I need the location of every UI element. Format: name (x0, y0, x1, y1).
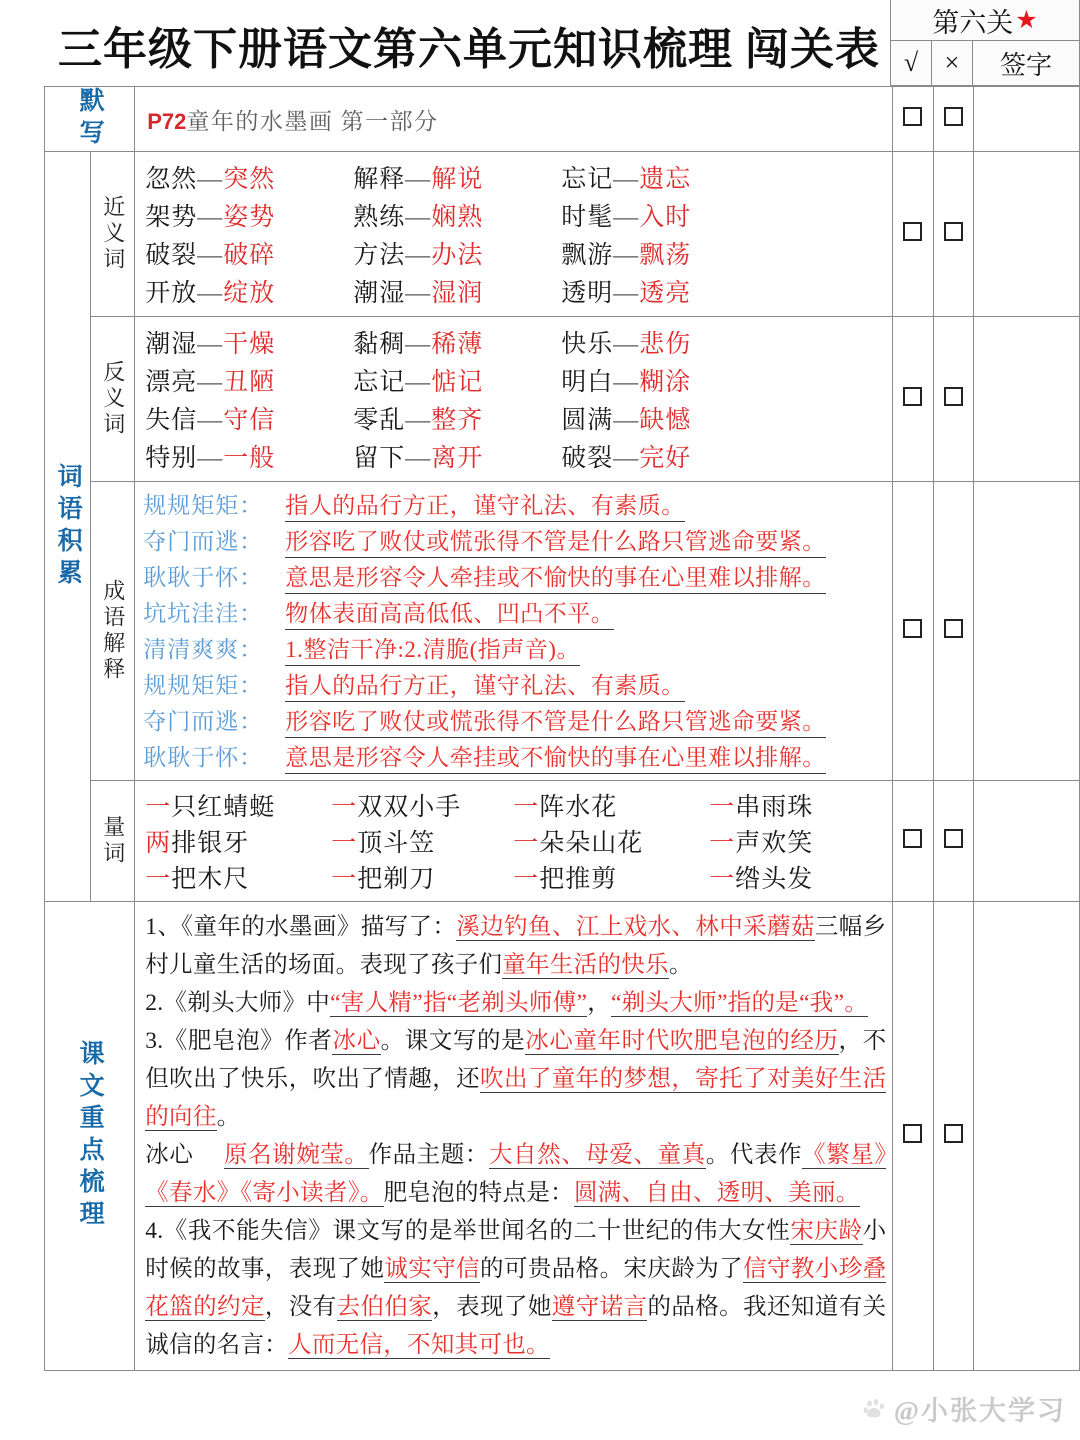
signature-cell[interactable] (973, 87, 1079, 152)
word-answer: 整齐 (431, 407, 484, 434)
antonyms-content (135, 317, 893, 482)
idiom-definition: 指人的品行方正，谨守礼法、有素质。 (285, 487, 685, 522)
word-prompt: 飘游 (561, 242, 614, 269)
measure-quantity: 一 (709, 830, 736, 857)
idiom-name: 夺门而逃： (143, 709, 264, 734)
idiom-name: 耿耿于怀： (143, 565, 264, 590)
word-pair (145, 324, 353, 360)
word-pair (353, 273, 561, 309)
word-prompt: 解释 (353, 166, 406, 193)
pair-dash: — (197, 369, 224, 396)
key-point-answer: 信守教小珍叠花篮的约定 (145, 1256, 887, 1320)
key-point-text: 3.《肥皂泡》作者 (145, 1028, 333, 1054)
measure-noun: 把剃刀 (357, 866, 436, 893)
idiom-definition: 指人的品行方正，谨守礼法、有素质。 (285, 667, 685, 702)
word-pair (353, 362, 561, 398)
word-prompt: 失信 (145, 407, 198, 434)
key-point-text: ， (587, 990, 612, 1016)
word-pair (145, 197, 353, 233)
word-answer: 飘荡 (639, 242, 692, 269)
word-pair-row (145, 437, 892, 475)
measure-words-content (135, 781, 893, 902)
pair-dash: — (405, 280, 432, 307)
subsection-label-idioms-text: 成语解释 (100, 579, 126, 683)
checkbox-cell-correct[interactable] (893, 87, 933, 152)
checkbox-cell-correct[interactable] (893, 317, 933, 482)
signature-cell[interactable] (973, 902, 1079, 1371)
subsection-label-measure-words-text: 量词 (100, 815, 126, 867)
table-row-measure-words (45, 781, 1080, 902)
table-row-idioms (45, 482, 1080, 781)
word-answer: 解说 (431, 166, 484, 193)
idiom-definition: 意思是形容令人牵挂或不愉快的事在心里难以排解。 (285, 739, 826, 774)
word-prompt: 破裂 (561, 445, 614, 472)
word-prompt: 快乐 (561, 331, 614, 358)
measure-word-phrase (513, 823, 709, 859)
key-point-text: 4.《我不能失信》课文写的是举世闻名的二十世纪的伟大女性 (145, 1218, 791, 1244)
word-prompt: 时髦 (561, 204, 614, 231)
key-point-text: 小时候的故事，表现了她 (145, 1218, 887, 1282)
measure-noun: 串雨珠 (735, 794, 814, 821)
word-prompt: 圆满 (561, 407, 614, 434)
word-pair (145, 400, 353, 436)
measure-word-phrase (331, 787, 513, 823)
measure-noun: 绺头发 (735, 866, 814, 893)
key-point-text: 。课文写的是 (380, 1028, 526, 1054)
idiom-row (143, 487, 892, 523)
synonyms-grid (135, 152, 892, 316)
word-answer: 丑陋 (223, 369, 276, 396)
checkbox-cell-wrong[interactable] (933, 902, 973, 1371)
checkbox-wrong[interactable] (944, 829, 963, 848)
word-answer: 完好 (639, 445, 692, 472)
word-pair (561, 273, 769, 309)
key-point-paragraph (145, 984, 886, 1022)
measure-noun: 阵水花 (539, 794, 618, 821)
column-header-wrong: × (932, 41, 973, 85)
word-prompt: 明白 (561, 369, 614, 396)
word-pair-row (145, 399, 892, 437)
dictation-content (135, 87, 893, 152)
subsection-label-synonyms-text: 近义词 (100, 195, 126, 273)
key-point-answer: 《繁星》《春水》《寄小读者》。 (145, 1142, 887, 1206)
word-answer: 干燥 (223, 331, 276, 358)
key-point-answer: 冰心童年时代吹肥皂泡的经历 (525, 1028, 839, 1054)
pair-dash: — (197, 407, 224, 434)
idiom-row (143, 703, 892, 739)
word-answer: 一般 (223, 445, 276, 472)
key-point-answer: 人而无信，不知其可也。 (288, 1332, 550, 1358)
signature-cell[interactable] (973, 781, 1079, 902)
measure-quantity: 一 (513, 830, 540, 857)
word-answer: 娴熟 (431, 204, 484, 231)
idiom-definition: 形容吃了败仗或慌张得不管是什么路只管逃命要紧。 (285, 703, 826, 738)
measure-noun: 顶斗笠 (357, 830, 436, 857)
checkbox-cell-wrong[interactable] (933, 317, 973, 482)
watermark (862, 1389, 1066, 1428)
checkbox-cell-wrong[interactable] (933, 482, 973, 781)
subsection-label-antonyms (91, 317, 135, 482)
checkbox-correct[interactable] (903, 619, 922, 638)
checkbox-cell-correct[interactable] (893, 152, 933, 317)
idiom-name: 清清爽爽： (143, 637, 264, 662)
word-pair (145, 362, 353, 398)
key-point-text: 作品主题： (368, 1142, 489, 1168)
word-prompt: 方法 (353, 242, 406, 269)
measure-noun: 双双小手 (357, 794, 462, 821)
word-answer: 入时 (639, 204, 692, 231)
measure-word-row (145, 823, 892, 859)
key-point-text: 的可贵品格。宋庆龄为了 (480, 1256, 744, 1282)
pair-dash: — (405, 445, 432, 472)
star-icon: ★ (1015, 6, 1038, 34)
idiom-row (143, 631, 892, 667)
word-pair (145, 438, 353, 474)
measure-word-phrase (709, 787, 889, 823)
pair-dash: — (613, 280, 640, 307)
section-label-vocab (45, 152, 91, 902)
key-points-list (135, 902, 892, 1370)
section-label-dictation-text: 默写 (76, 87, 104, 151)
subsection-label-measure-words (91, 781, 135, 902)
page-title: 三年级下册语文第六单元知识梳理 闯关表 (58, 25, 880, 74)
measure-quantity: 一 (331, 866, 358, 893)
pair-dash: — (197, 445, 224, 472)
word-pair (561, 159, 769, 195)
key-point-text: ，不但吹出了快乐，吹出了情趣，还 (145, 1028, 887, 1092)
key-point-paragraph (145, 908, 886, 984)
word-pair-row (145, 158, 892, 196)
pair-dash: — (405, 369, 432, 396)
word-pair (353, 400, 561, 436)
section-label-vocab-text: 词语积累 (54, 462, 82, 591)
word-answer: 湿润 (431, 280, 484, 307)
pair-dash: — (613, 445, 640, 472)
word-pair-row (145, 234, 892, 272)
key-point-answer: 诚实守信 (384, 1256, 481, 1282)
word-prompt: 漂亮 (145, 369, 198, 396)
word-pair (561, 438, 769, 474)
measure-noun: 朵朵山花 (539, 830, 644, 857)
stage-label: 第六关 (932, 7, 1014, 38)
checkbox-correct[interactable] (903, 387, 922, 406)
checkbox-cell-wrong[interactable] (933, 152, 973, 317)
pair-dash: — (405, 407, 432, 434)
word-pair (561, 235, 769, 271)
measure-words-grid (135, 781, 892, 901)
key-point-paragraph (145, 1136, 886, 1212)
idioms-content (135, 482, 893, 781)
pair-dash: — (613, 166, 640, 193)
key-point-text: 1、《童年的水墨画》描写了： (145, 914, 457, 940)
key-point-answer: 宋庆龄 (790, 1218, 863, 1244)
antonyms-grid (135, 317, 892, 481)
pair-dash: — (197, 204, 224, 231)
checkbox-wrong[interactable] (944, 1124, 963, 1143)
column-header-correct: √ (891, 41, 932, 85)
synonyms-content (135, 152, 893, 317)
measure-quantity: 两 (145, 830, 172, 857)
word-answer: 守信 (223, 407, 276, 434)
pair-dash: — (613, 242, 640, 269)
measure-noun: 把推剪 (539, 866, 618, 893)
key-point-text: 。 (668, 952, 693, 978)
checkbox-wrong[interactable] (944, 619, 963, 638)
word-prompt: 零乱 (353, 407, 406, 434)
idiom-row (143, 595, 892, 631)
dictation-title: 童年的水墨画 第一部分 (186, 108, 439, 134)
measure-noun: 声欢笑 (735, 830, 814, 857)
subsection-label-idioms (91, 482, 135, 781)
word-answer: 办法 (431, 242, 484, 269)
measure-word-phrase (145, 787, 331, 823)
word-prompt: 开放 (145, 280, 198, 307)
idiom-name: 坑坑洼洼： (143, 601, 264, 626)
pair-dash: — (197, 242, 224, 269)
pair-dash: — (405, 242, 432, 269)
knowledge-table (44, 86, 1080, 1371)
word-pair (353, 197, 561, 233)
word-answer: 突然 (223, 166, 276, 193)
key-point-text: 2.《剃头大师》中 (145, 990, 331, 1016)
watermark-text: @小张大学习 (893, 1396, 1066, 1426)
measure-word-phrase (331, 823, 513, 859)
subsection-label-synonyms (91, 152, 135, 317)
word-answer: 绽放 (223, 280, 276, 307)
measure-quantity: 一 (145, 866, 172, 893)
word-pair (561, 324, 769, 360)
baidu-paw-icon (862, 1396, 888, 1422)
word-prompt: 透明 (561, 280, 614, 307)
measure-word-phrase (709, 823, 889, 859)
table-row-antonyms (45, 317, 1080, 482)
key-point-answer: “剃头大师”指的是“我”。 (611, 990, 869, 1016)
key-point-text: 。代表作 (705, 1142, 803, 1168)
measure-word-phrase (145, 823, 331, 859)
key-point-paragraph (145, 1022, 886, 1136)
measure-quantity: 一 (331, 794, 358, 821)
checkbox-cell-wrong[interactable] (933, 87, 973, 152)
word-prompt: 特别 (145, 445, 198, 472)
word-pair (561, 400, 769, 436)
table-row-synonyms (45, 152, 1080, 317)
pair-dash: — (613, 204, 640, 231)
key-point-text: 冰心 (145, 1142, 224, 1168)
idiom-definition: 1.整洁干净:2.清脆(指声音)。 (285, 631, 580, 666)
measure-noun: 只红蜻蜓 (171, 794, 276, 821)
key-point-text: 的品格。我还知道有关诚信的名言： (145, 1294, 887, 1358)
word-prompt: 黏稠 (353, 331, 406, 358)
idiom-definition: 形容吃了败仗或慌张得不管是什么路只管逃命要紧。 (285, 523, 826, 558)
idiom-row (143, 559, 892, 595)
key-point-answer: “害人精”指“老剃头师傅” (330, 990, 588, 1016)
word-prompt: 忘记 (561, 166, 614, 193)
stage-checklist-header (890, 0, 1080, 86)
idioms-list (135, 482, 892, 780)
signature-cell[interactable] (973, 317, 1079, 482)
measure-quantity: 一 (513, 866, 540, 893)
measure-word-phrase (145, 859, 331, 895)
idiom-row (143, 523, 892, 559)
checkbox-cell-correct[interactable] (893, 482, 933, 781)
measure-word-phrase (513, 787, 709, 823)
checkbox-wrong[interactable] (944, 107, 963, 126)
checklist-column-headers (890, 40, 1080, 86)
idiom-row (143, 667, 892, 703)
measure-word-phrase (331, 859, 513, 895)
checkbox-correct[interactable] (903, 1124, 922, 1143)
pair-dash: — (405, 204, 432, 231)
word-answer: 遗忘 (639, 166, 692, 193)
pair-dash: — (613, 407, 640, 434)
pair-dash: — (405, 166, 432, 193)
word-pair (145, 273, 353, 309)
key-points-content (135, 902, 893, 1371)
pair-dash: — (197, 331, 224, 358)
checkbox-correct[interactable] (903, 829, 922, 848)
subsection-label-antonyms-text: 反义词 (100, 360, 126, 438)
checkbox-wrong[interactable] (944, 222, 963, 241)
key-point-answer: 吹出了童年的梦想，寄托了对美好生活的向往 (145, 1066, 887, 1130)
key-point-text: 三幅乡村儿童生活的场面。表现了孩子们 (145, 914, 887, 978)
word-prompt: 架势 (145, 204, 198, 231)
word-answer: 姿势 (223, 204, 276, 231)
measure-word-row (145, 859, 892, 895)
word-answer: 悲伤 (639, 331, 692, 358)
checkbox-wrong[interactable] (944, 387, 963, 406)
idiom-name: 夺门而逃： (143, 529, 264, 554)
measure-word-phrase (513, 859, 709, 895)
pair-dash: — (197, 166, 224, 193)
word-pair (353, 235, 561, 271)
word-prompt: 熟练 (353, 204, 406, 231)
pair-dash: — (197, 280, 224, 307)
key-point-answer: 溪边钓鱼、江上戏水、林中采蘑菇 (456, 914, 815, 940)
measure-quantity: 一 (331, 830, 358, 857)
idiom-definition: 意思是形容令人牵挂或不愉快的事在心里难以排解。 (285, 559, 826, 594)
idiom-definition: 物体表面高高低低、凹凸不平。 (285, 595, 614, 630)
measure-quantity: 一 (513, 794, 540, 821)
key-point-answer: 遵守诺言 (551, 1294, 648, 1320)
measure-quantity: 一 (145, 794, 172, 821)
word-prompt: 忽然 (145, 166, 198, 193)
stage-label-cell (890, 0, 1080, 40)
table-row-dictation (45, 87, 1080, 152)
key-point-paragraph (145, 1212, 886, 1364)
page-header (0, 0, 1080, 86)
measure-quantity: 一 (709, 794, 736, 821)
key-point-answer: 圆满、自由、透明、美丽。 (573, 1180, 860, 1206)
key-point-text: ，没有 (264, 1294, 337, 1320)
word-prompt: 潮湿 (353, 280, 406, 307)
signature-cell[interactable] (973, 482, 1079, 781)
section-label-dictation (45, 87, 135, 152)
key-point-text: 肥皂泡的特点是： (383, 1180, 574, 1206)
pair-dash: — (405, 331, 432, 358)
key-point-answer: 冰心 (332, 1028, 381, 1054)
checkbox-cell-correct[interactable] (893, 781, 933, 902)
section-label-key-points-text: 课文重点梳理 (76, 1040, 104, 1232)
checkbox-correct[interactable] (903, 222, 922, 241)
checkbox-correct[interactable] (903, 107, 922, 126)
word-pair-row (145, 272, 892, 310)
word-answer: 糊涂 (639, 369, 692, 396)
section-label-key-points (45, 902, 135, 1371)
key-point-text: 。 (216, 1104, 241, 1130)
word-prompt: 潮湿 (145, 331, 198, 358)
key-point-answer: 大自然、母爱、童真 (488, 1142, 706, 1168)
page-number: P72 (147, 108, 187, 134)
key-point-answer: 去伯伯家 (336, 1294, 433, 1320)
word-answer: 稀薄 (431, 331, 484, 358)
word-answer: 惦记 (431, 369, 484, 396)
table-row-key-points (45, 902, 1080, 1371)
word-answer: 破碎 (223, 242, 276, 269)
word-prompt: 留下 (353, 445, 406, 472)
word-pair (353, 324, 561, 360)
word-answer: 透亮 (639, 280, 692, 307)
idiom-row (143, 739, 892, 775)
dictation-text-line (135, 93, 892, 146)
word-pair (353, 438, 561, 474)
key-point-answer: 原名谢婉莹。 (223, 1142, 369, 1168)
measure-word-row (145, 787, 892, 823)
checkbox-cell-wrong[interactable] (933, 781, 973, 902)
checkbox-cell-correct[interactable] (893, 902, 933, 1371)
word-pair (145, 159, 353, 195)
word-prompt: 忘记 (353, 369, 406, 396)
pair-dash: — (613, 331, 640, 358)
key-point-text: ，表现了她 (432, 1294, 552, 1320)
measure-quantity: 一 (709, 866, 736, 893)
word-answer: 离开 (431, 445, 484, 472)
measure-word-phrase (709, 859, 889, 895)
word-pair-row (145, 361, 892, 399)
idiom-name: 规规矩矩： (143, 673, 264, 698)
word-answer: 缺憾 (639, 407, 692, 434)
measure-noun: 把木尺 (171, 866, 250, 893)
column-header-signature: 签字 (999, 50, 1052, 80)
signature-cell[interactable] (973, 152, 1079, 317)
key-point-answer: 童年生活的快乐 (502, 952, 669, 978)
word-pair-row (145, 323, 892, 361)
measure-noun: 排银牙 (171, 830, 250, 857)
word-prompt: 破裂 (145, 242, 198, 269)
idiom-name: 规规矩矩： (143, 493, 264, 518)
word-pair (353, 159, 561, 195)
word-pair (561, 197, 769, 233)
word-pair (145, 235, 353, 271)
word-pair (561, 362, 769, 398)
idiom-name: 耿耿于怀： (143, 745, 264, 770)
word-pair-row (145, 196, 892, 234)
pair-dash: — (613, 369, 640, 396)
